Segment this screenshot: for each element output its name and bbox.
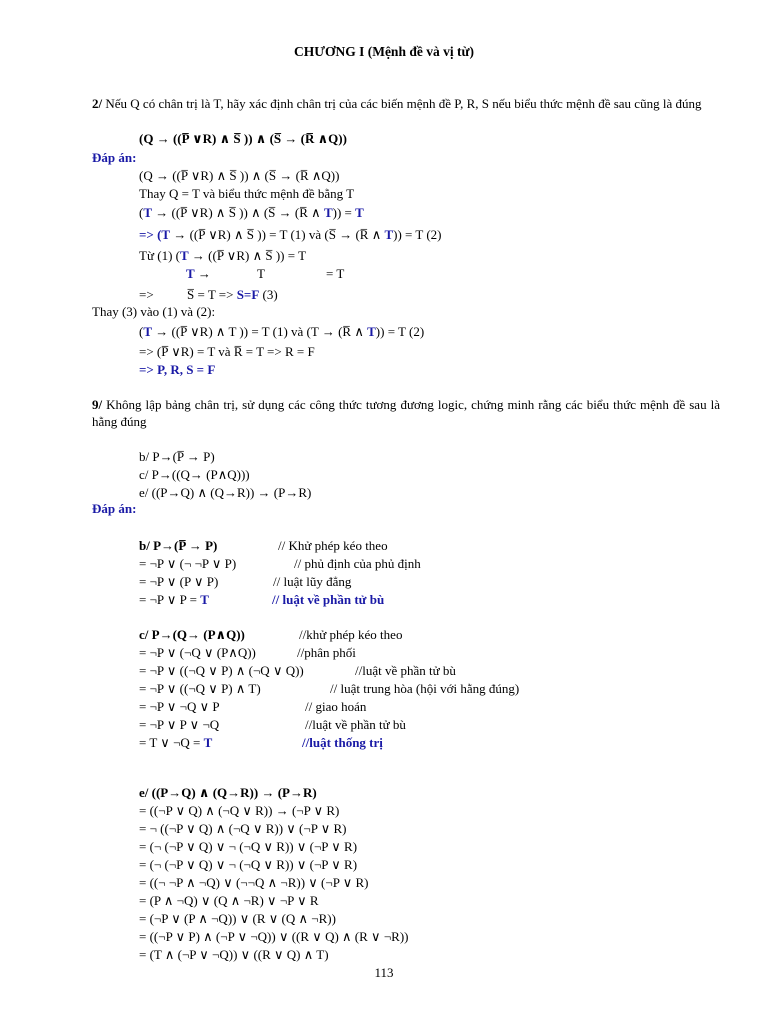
proof-line: = ((¬ ¬P ∧ ¬Q) ∨ (¬¬Q ∧ ¬R)) ∨ (¬P ∨ R)	[139, 875, 369, 890]
solution-line: T →	[186, 266, 211, 281]
exercise-item: e/ ((P→Q) ∧ (Q→R)) → (P→R)	[139, 485, 312, 500]
proof-comment: //khử phép kéo theo	[299, 627, 403, 642]
exercise-item: c/ P→((Q→ (P∧Q)))	[139, 467, 250, 482]
solution-line: T	[257, 266, 265, 281]
proof-line: = ¬P ∨ (¬Q ∨ (P∧Q))	[139, 645, 256, 660]
proof-line: = (¬P ∨ (P ∧ ¬Q)) ∨ (R ∨ (Q ∧ ¬R))	[139, 911, 336, 926]
solution-line: =>	[139, 287, 154, 302]
proof-comment: // luật lũy đẳng	[273, 574, 352, 589]
proof-line: = ((¬P ∨ Q) ∧ (¬Q ∨ R)) → (¬P ∨ R)	[139, 803, 340, 818]
proof-line: = ¬P ∨ ((¬Q ∨ P) ∧ T)	[139, 681, 261, 696]
proof-comment: // luật về phần tử bù	[272, 592, 385, 607]
proof-line: = ¬P ∨ ¬Q ∨ P	[139, 699, 220, 714]
proof-c-heading: c/ P→(Q→ (P∧Q))	[139, 627, 245, 642]
proof-line: = T ∨ ¬Q = T	[139, 735, 213, 750]
proof-comment: // giao hoán	[305, 699, 367, 714]
solution-line: Thay (3) vào (1) và (2):	[92, 304, 216, 319]
proof-line: = ¬ ((¬P ∨ Q) ∧ (¬Q ∨ R)) ∨ (¬P ∨ R)	[139, 821, 347, 836]
solution-line: S̅ = T => S=F (3)	[187, 287, 278, 302]
proof-line: = (T ∧ (¬P ∨ ¬Q)) ∨ ((R ∨ Q) ∧ T)	[139, 947, 329, 962]
answer-label: Đáp án:	[92, 150, 137, 165]
proof-line: = ((¬P ∨ P) ∧ (¬P ∨ ¬Q)) ∨ ((R ∨ Q) ∧ (R ∨ ¬R))	[139, 929, 409, 944]
question-2	[92, 95, 720, 112]
proof-line: = ¬P ∨ P = T	[139, 592, 209, 607]
proof-comment: //phân phối	[297, 645, 356, 660]
proof-line: = ¬P ∨ ((¬Q ∨ P) ∧ (¬Q ∨ Q))	[139, 663, 304, 678]
solution-result: => P, R, S = F	[139, 362, 216, 377]
question-9	[92, 396, 720, 430]
proof-comment: //luật về phần tử bù	[355, 663, 456, 678]
solution-line: (Q → ((P̅ ∨R) ∧ S̅ )) ∧ (S̅ → (R̅ ∧Q))	[139, 168, 340, 183]
solution-line: => (T → ((P̅ ∨R) ∧ S̅ )) = T (1) và (S̅ → (R̅ ∧ T)) = T (2)	[139, 227, 442, 242]
solution-line: = T	[326, 266, 345, 281]
question-number: 9/	[92, 397, 103, 412]
solution-line: (T → ((P̅ ∨R) ∧ S̅ )) ∧ (S̅ → (R̅ ∧ T)) = T	[139, 205, 364, 220]
proof-comment: // luật trung hòa (hội với hằng đúng)	[330, 681, 520, 696]
answer-label: Đáp án:	[92, 501, 137, 516]
proof-line: = ¬P ∨ (P ∨ P)	[139, 574, 219, 589]
exercise-item: b/ P→(P̅ → P)	[139, 449, 215, 464]
solution-line: Từ (1) (T → ((P̅ ∨R) ∧ S̅ )) = T	[139, 248, 307, 263]
solution-line: => (P̅ ∨R) = T và R̅ = T => R = F	[139, 344, 315, 359]
solution-line: (T → ((P̅ ∨R) ∧ T )) = T (1) và (T → (R̅ ∧ T)) = T (2)	[139, 324, 425, 339]
solution-line: Thay Q = T và biểu thức mệnh đề bằng T	[139, 186, 355, 201]
proof-comment: //luật về phần tử bù	[305, 717, 406, 732]
proof-comment: // Khử phép kéo theo	[278, 538, 388, 553]
question-text: Không lập bảng chân trị, sử dụng các công thức tương đương logic, chứng minh rằng các biểu thức mệnh đề sau là hằng đúng	[92, 397, 720, 429]
question-text: Nếu Q có chân trị là T, hãy xác định chân trị của các biến mệnh đề P, R, S nếu biểu thức mệnh đề sau cũng là đúng	[102, 96, 702, 111]
question-2-expression: (Q → ((P̅ ∨R) ∧ S̅ )) ∧ (S̅ → (R̅ ∧Q))	[139, 131, 347, 146]
proof-comment: //luật thống trị	[302, 735, 383, 750]
proof-line: = (¬ (¬P ∨ Q) ∨ ¬ (¬Q ∨ R)) ∨ (¬P ∨ R)	[139, 839, 358, 854]
proof-comment: // phủ định của phủ định	[294, 556, 421, 571]
proof-line: = ¬P ∨ (¬ ¬P ∨ P)	[139, 556, 237, 571]
proof-b-heading: b/ P→(P̅ → P)	[139, 538, 218, 553]
proof-e-heading: e/ ((P→Q) ∧ (Q→R)) → (P→R)	[139, 785, 317, 800]
page-title: CHƯƠNG I (Mệnh đề và vị từ)	[293, 44, 475, 59]
proof-line: = ¬P ∨ P ∨ ¬Q	[139, 717, 220, 732]
question-number: 2/	[92, 96, 103, 111]
proof-line: = (¬ (¬P ∨ Q) ∨ ¬ (¬Q ∨ R)) ∨ (¬P ∨ R)	[139, 857, 358, 872]
page-number: 113	[374, 965, 394, 980]
proof-line: = (P ∧ ¬Q) ∨ (Q ∧ ¬R) ∨ ¬P ∨ R	[139, 893, 319, 908]
